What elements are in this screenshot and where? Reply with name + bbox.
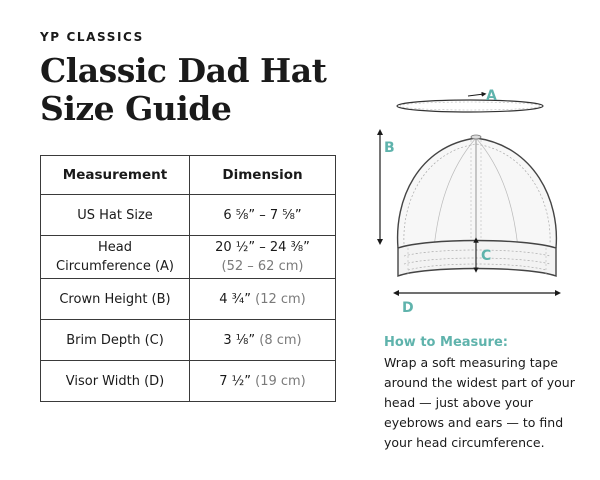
table-row — [41, 279, 336, 320]
how-to-measure — [384, 335, 584, 453]
howto-body: Wrap a soft measuring tape around the widest part of your head — just above your eyebrows and ears — to find your head circumference. — [384, 355, 575, 450]
table-row — [41, 361, 336, 402]
label-c: C — [481, 248, 492, 264]
dimension-value: 3 ⅛” — [223, 332, 256, 348]
size-table — [40, 155, 336, 402]
circumference-ellipse — [397, 94, 543, 112]
label-b: B — [384, 140, 395, 156]
hat-visor — [398, 241, 556, 277]
brand-name: YP CLASSICS — [40, 30, 144, 44]
measurement-cell: Crown Height (B) — [41, 279, 190, 320]
page-title — [40, 52, 326, 128]
measurement-cell: US Hat Size — [41, 195, 190, 236]
measurement-cell: Visor Width (D) — [41, 361, 190, 402]
dimension-cell — [190, 361, 336, 402]
measurement-cell — [41, 236, 190, 279]
label-a: A — [486, 88, 497, 104]
dimension-cell — [190, 320, 336, 361]
table-header-row — [41, 156, 336, 195]
measurement-label: Head — [98, 240, 132, 255]
measurement-label-line-2: Circumference (A) — [56, 259, 174, 274]
dimension-metric: (12 cm) — [255, 291, 306, 307]
header-measurement: Measurement — [41, 156, 190, 195]
header-dimension: Dimension — [190, 156, 336, 195]
title-line-1: Classic Dad Hat — [40, 51, 327, 90]
dimension-metric: (8 cm) — [259, 332, 302, 348]
measurement-cell: Brim Depth (C) — [41, 320, 190, 361]
hat-crown — [398, 135, 557, 248]
dimension-value: 20 ½” – 24 ⅜” — [215, 240, 310, 255]
dimension-metric: (52 – 62 cm) — [221, 259, 304, 274]
dimension-cell — [190, 279, 336, 320]
table-row — [41, 236, 336, 279]
dimension-cell: 6 ⅝” – 7 ⅝” — [190, 195, 336, 236]
hat-diagram — [368, 80, 588, 320]
howto-heading: How to Measure: — [384, 335, 508, 350]
dimension-cell — [190, 236, 336, 279]
dimension-value: 7 ½” — [219, 373, 251, 389]
table-row — [41, 195, 336, 236]
table-row — [41, 320, 336, 361]
dimension-metric: (19 cm) — [255, 373, 306, 389]
label-d: D — [402, 300, 414, 316]
title-line-2: Size Guide — [40, 89, 232, 128]
dimension-value: 4 ¾” — [219, 291, 251, 307]
